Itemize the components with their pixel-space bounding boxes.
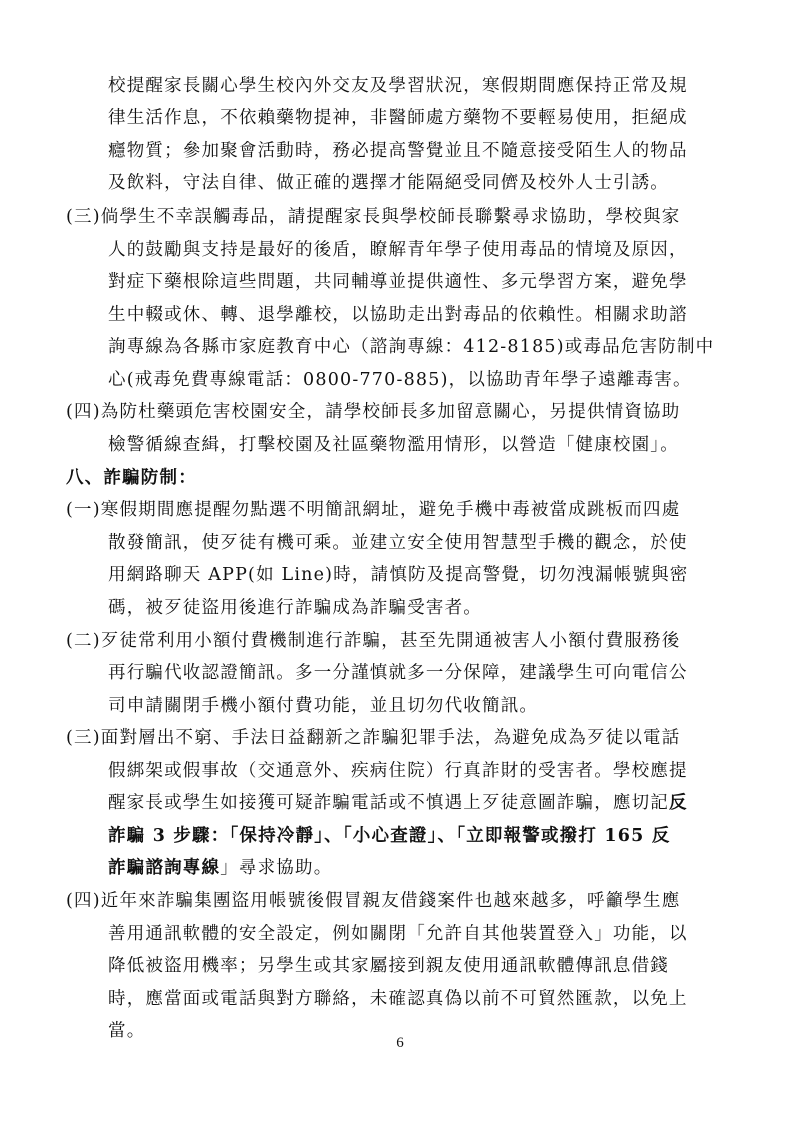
text-line: 詢專線為各縣市家庭教育中心（諮詢專線：412-8185)或毒品危害防制中 [108, 337, 715, 357]
text-segment: 醒家長或學生如接獲可疑詐騙電話或不慎遇上歹徒意圖詐騙，應切記 [108, 793, 669, 813]
text-line [108, 791, 688, 815]
text-line: (一)寒假期間應提醒勿點選不明簡訊網址，避免手機中毒被當成跳板而四處 [66, 500, 681, 520]
emphasis-text: 反 [669, 793, 688, 813]
text-line: 散發簡訊，使歹徒有機可乘。並建立安全使用智慧型手機的觀念，於使 [108, 533, 688, 553]
text-line: 人的鼓勵與支持是最好的後盾，瞭解青年學子使用毒品的情境及原因， [108, 240, 688, 260]
text-segment: 」尋求協助。 [220, 858, 333, 878]
page-number: 6 [396, 1035, 404, 1051]
text-line: 檢警循線查緝，打擊校園及社區藥物濫用情形，以營造「健康校園」。 [108, 435, 679, 455]
emphasis-line: 詐騙 3 步驟：「保持冷靜」、「小心查證」、「立即報警或撥打 165 反 [108, 826, 671, 846]
text-line: 當。 [108, 1021, 146, 1041]
text-line: (二)歹徒常利用小額付費機制進行詐騙，甚至先開通被害人小額付費服務後 [66, 631, 681, 651]
section-heading: 八、詐騙防制： [66, 468, 197, 488]
text-line: (四)近年來詐騙集團盜用帳號後假冒親友借錢案件也越來越多，呼籲學生應 [66, 891, 681, 911]
text-line: (四)為防杜藥頭危害校園安全，請學校師長多加留意關心，另提供情資協助 [66, 402, 681, 422]
text-line: 生中輟或休、轉、退學離校，以協助走出對毒品的依賴性。相關求助諮 [108, 305, 688, 325]
text-line: (三)倘學生不幸誤觸毒品，請提醒家長與學校師長聯繫尋求協助，學校與家 [66, 207, 681, 227]
text-line: 降低被盜用機率；另學生或其家屬接到親友使用通訊軟體傳訊息借錢 [108, 956, 669, 976]
text-line: 校提醒家長關心學生校內外交友及學習狀況，寒假期間應保持正常及規 [108, 76, 688, 96]
text-line: 碼，被歹徒盜用後進行詐騙成為詐騙受害者。 [108, 598, 482, 618]
text-line: 司申請關閉手機小額付費功能，並且切勿代收簡訊。 [108, 696, 539, 716]
text-line: 時，應當面或電話與對方聯絡，未確認真偽以前不可貿然匯款，以免上 [108, 989, 688, 1009]
text-line: 癮物質；參加聚會活動時，務必提高警覺並且不隨意接受陌生人的物品 [108, 141, 688, 161]
text-line: 善用通訊軟體的安全設定，例如關閉「允許自其他裝置登入」功能，以 [108, 924, 688, 944]
text-line: 假綁架或假事故（交通意外、疾病住院）行真詐財的受害者。學校應提 [108, 761, 688, 781]
text-line [108, 856, 332, 880]
text-line: 對症下藥根除這些問題，共同輔導並提供適性、多元學習方案，避免學 [108, 272, 688, 292]
text-line: 心(戒毒免費專線電話：0800-770-885)，以協助青年學子遠離毒害。 [108, 370, 692, 390]
text-line: 及飲料，守法自律、做正確的選擇才能隔絕受同儕及校外人士引誘。 [108, 173, 669, 193]
text-line: (三)面對層出不窮、手法日益翻新之詐騙犯罪手法，為避免成為歹徒以電話 [66, 728, 681, 748]
emphasis-text: 詐騙諮詢專線 [108, 858, 221, 878]
text-line: 用網路聊天 APP(如 Line)時，請慎防及提高警覺，切勿洩漏帳號與密 [108, 565, 689, 585]
text-line: 再行騙代收認證簡訊。多一分謹慎就多一分保障，建議學生可向電信公 [108, 663, 688, 683]
text-line: 律生活作息，不依賴藥物提神，非醫師處方藥物不要輕易使用，拒絕成 [108, 108, 688, 128]
